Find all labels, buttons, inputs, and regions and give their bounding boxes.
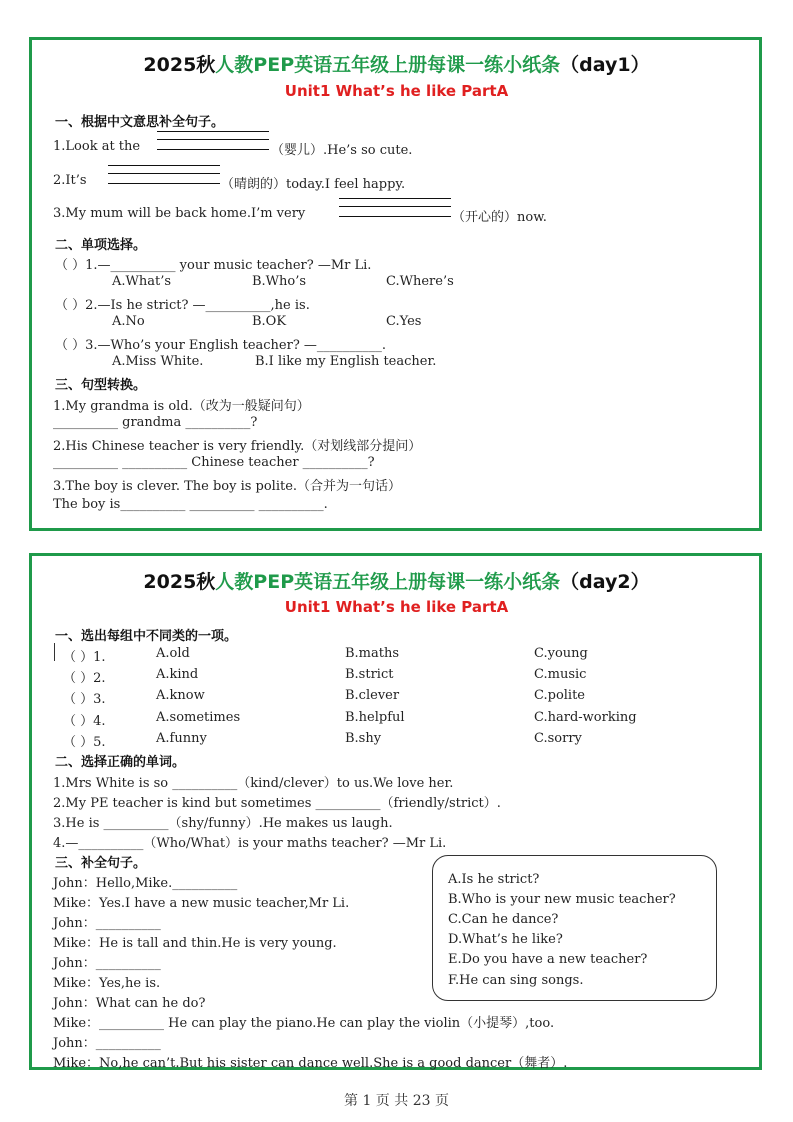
- day2-section2-heading: 二、选择正确的单词。: [55, 755, 186, 770]
- day2-section3-heading: 三、补全句子。: [55, 856, 147, 871]
- day1-s1-q1-suffix: （婴儿）.He’s so cute.: [271, 143, 413, 158]
- day1-s1-q2-suffix: （晴朗的）today.I feel happy.: [221, 177, 406, 192]
- day1-section3-heading: 三、句型转换。: [55, 378, 147, 393]
- day2-s2-l4: 4.—__________（Who/What）is your maths teacher? —Mr Li.: [53, 836, 447, 851]
- dialog-line-3: John：__________: [53, 916, 161, 931]
- day1-s1-q1-prefix: 1.Look at the: [53, 139, 141, 154]
- day1-s1-q1-writing-lines[interactable]: [157, 131, 269, 150]
- day1-s1-q3-writing-lines[interactable]: [339, 198, 451, 217]
- answer-option-a[interactable]: A.Is he strict?: [448, 872, 540, 887]
- day1-s3-l3: 2.His Chinese teacher is very friendly.（对划线部分提问）: [53, 439, 422, 454]
- day1-s1-q2-writing-lines[interactable]: [108, 165, 220, 184]
- day2-subtitle: Unit1 What’s he like PartA: [284, 598, 509, 616]
- day1-s2-q1-option-c[interactable]: C.Where’s: [386, 274, 454, 289]
- answer-option-f[interactable]: F.He can sing songs.: [448, 973, 584, 988]
- day1-s2-q2-option-a[interactable]: A.No: [112, 314, 145, 329]
- day2-s2-l3: 3.He is __________（shy/funny）.He makes us laugh.: [53, 816, 393, 831]
- dialog-line-4: Mike：He is tall and thin.He is very young.: [53, 936, 337, 951]
- day2-s1-row3-c[interactable]: C.polite: [534, 688, 585, 703]
- day2-s2-l2: 2.My PE teacher is kind but sometimes __________（friendly/strict）.: [53, 796, 501, 811]
- day2-s1-row2-a[interactable]: A.kind: [156, 667, 199, 682]
- day1-s2-q2: （ ）2.—Is he strict? —__________,he is.: [55, 298, 310, 313]
- day1-s3-l6: The boy is__________ __________ __________.: [53, 497, 328, 512]
- day1-s2-q3-option-a[interactable]: A.Miss White.: [112, 354, 204, 369]
- day2-s1-row5-num: （ ）5.: [63, 735, 106, 750]
- text-cursor: [54, 643, 55, 661]
- day2-s1-row1-a[interactable]: A.old: [156, 646, 190, 661]
- day1-s2-q1-option-b[interactable]: B.Who’s: [252, 274, 307, 289]
- dialog-line-1: John：Hello,Mike.__________: [53, 876, 238, 891]
- day1-section1-heading: 一、根据中文意思补全句子。: [55, 115, 225, 130]
- day2-s1-row4-num: （ ）4.: [63, 714, 106, 729]
- dialog-line-2: Mike：Yes.I have a new music teacher,Mr Li.: [53, 896, 350, 911]
- day1-s3-l5: 3.The boy is clever. The boy is polite.（合并为一句话）: [53, 479, 402, 494]
- page-number-footer: 第 1 页 共 23 页: [344, 1093, 449, 1109]
- day1-s3-l2: __________ grandma __________?: [53, 415, 258, 430]
- day2-s1-row5-a[interactable]: A.funny: [156, 731, 207, 746]
- dialog-line-9: John：__________: [53, 1036, 161, 1051]
- day1-s3-l1: 1.My grandma is old.（改为一般疑问句）: [53, 399, 310, 414]
- day2-s1-row5-b[interactable]: B.shy: [345, 731, 382, 746]
- day1-s2-q2-option-b[interactable]: B.OK: [252, 314, 287, 329]
- dialog-line-10: Mike：No,he can’t.But his sister can dance well.She is a good dancer（舞者）.: [53, 1056, 568, 1071]
- day1-subtitle: Unit1 What’s he like PartA: [284, 82, 509, 100]
- dialog-line-6: Mike：Yes,he is.: [53, 976, 161, 991]
- day2-s1-row3-b[interactable]: B.clever: [345, 688, 400, 703]
- answer-option-c[interactable]: C.Can he dance?: [448, 912, 559, 927]
- day1-s1-q3-prefix: 3.My mum will be back home.I’m very: [53, 206, 306, 221]
- day2-s1-row3-num: （ ）3.: [63, 692, 106, 707]
- day1-s2-q2-option-c[interactable]: C.Yes: [386, 314, 422, 329]
- day1-s2-q1: （ ）1.—__________ your music teacher? —Mr Li.: [55, 258, 372, 273]
- day2-section1-heading: 一、选出每组中不同类的一项。: [55, 629, 238, 644]
- dialog-line-5: John：__________: [53, 956, 161, 971]
- day1-s2-q3-option-b[interactable]: B.I like my English teacher.: [255, 354, 437, 369]
- day2-s1-row1-num: （ ）1.: [63, 650, 106, 665]
- day1-title: 2025秋人教PEP英语五年级上册每课一练小纸条（day1）: [143, 54, 650, 76]
- day2-s1-row1-b[interactable]: B.maths: [345, 646, 400, 661]
- day2-s1-row4-a[interactable]: A.sometimes: [156, 710, 241, 725]
- day1-s2-q1-option-a[interactable]: A.What’s: [112, 274, 172, 289]
- day1-s1-q3-suffix: （开心的）now.: [452, 210, 547, 225]
- answer-option-d[interactable]: D.What’s he like?: [448, 932, 563, 947]
- day1-s3-l4: __________ __________ Chinese teacher __________?: [53, 455, 375, 470]
- day1-section2-heading: 二、单项选择。: [55, 238, 147, 253]
- day2-s1-row1-c[interactable]: C.young: [534, 646, 588, 661]
- answer-option-e[interactable]: E.Do you have a new teacher?: [448, 952, 648, 967]
- dialog-line-7: John：What can he do?: [53, 996, 206, 1011]
- day2-s1-row5-c[interactable]: C.sorry: [534, 731, 582, 746]
- day1-s2-q3: （ ）3.—Who’s your English teacher? —__________.: [55, 338, 387, 353]
- answer-option-b[interactable]: B.Who is your new music teacher?: [448, 892, 676, 907]
- day2-s1-row3-a[interactable]: A.know: [156, 688, 205, 703]
- day2-s1-row2-num: （ ）2.: [63, 671, 106, 686]
- day2-s1-row2-b[interactable]: B.strict: [345, 667, 394, 682]
- day2-title: 2025秋人教PEP英语五年级上册每课一练小纸条（day2）: [143, 571, 650, 593]
- day2-s2-l1: 1.Mrs White is so __________（kind/clever）to us.We love her.: [53, 776, 454, 791]
- day2-s1-row4-b[interactable]: B.helpful: [345, 710, 405, 725]
- day1-s1-q2-prefix: 2.It’s: [53, 173, 87, 188]
- dialog-line-8: Mike：__________ He can play the piano.He can play the violin（小提琴）,too.: [53, 1016, 555, 1031]
- day2-s1-row2-c[interactable]: C.music: [534, 667, 587, 682]
- day2-s1-row4-c[interactable]: C.hard-working: [534, 710, 637, 725]
